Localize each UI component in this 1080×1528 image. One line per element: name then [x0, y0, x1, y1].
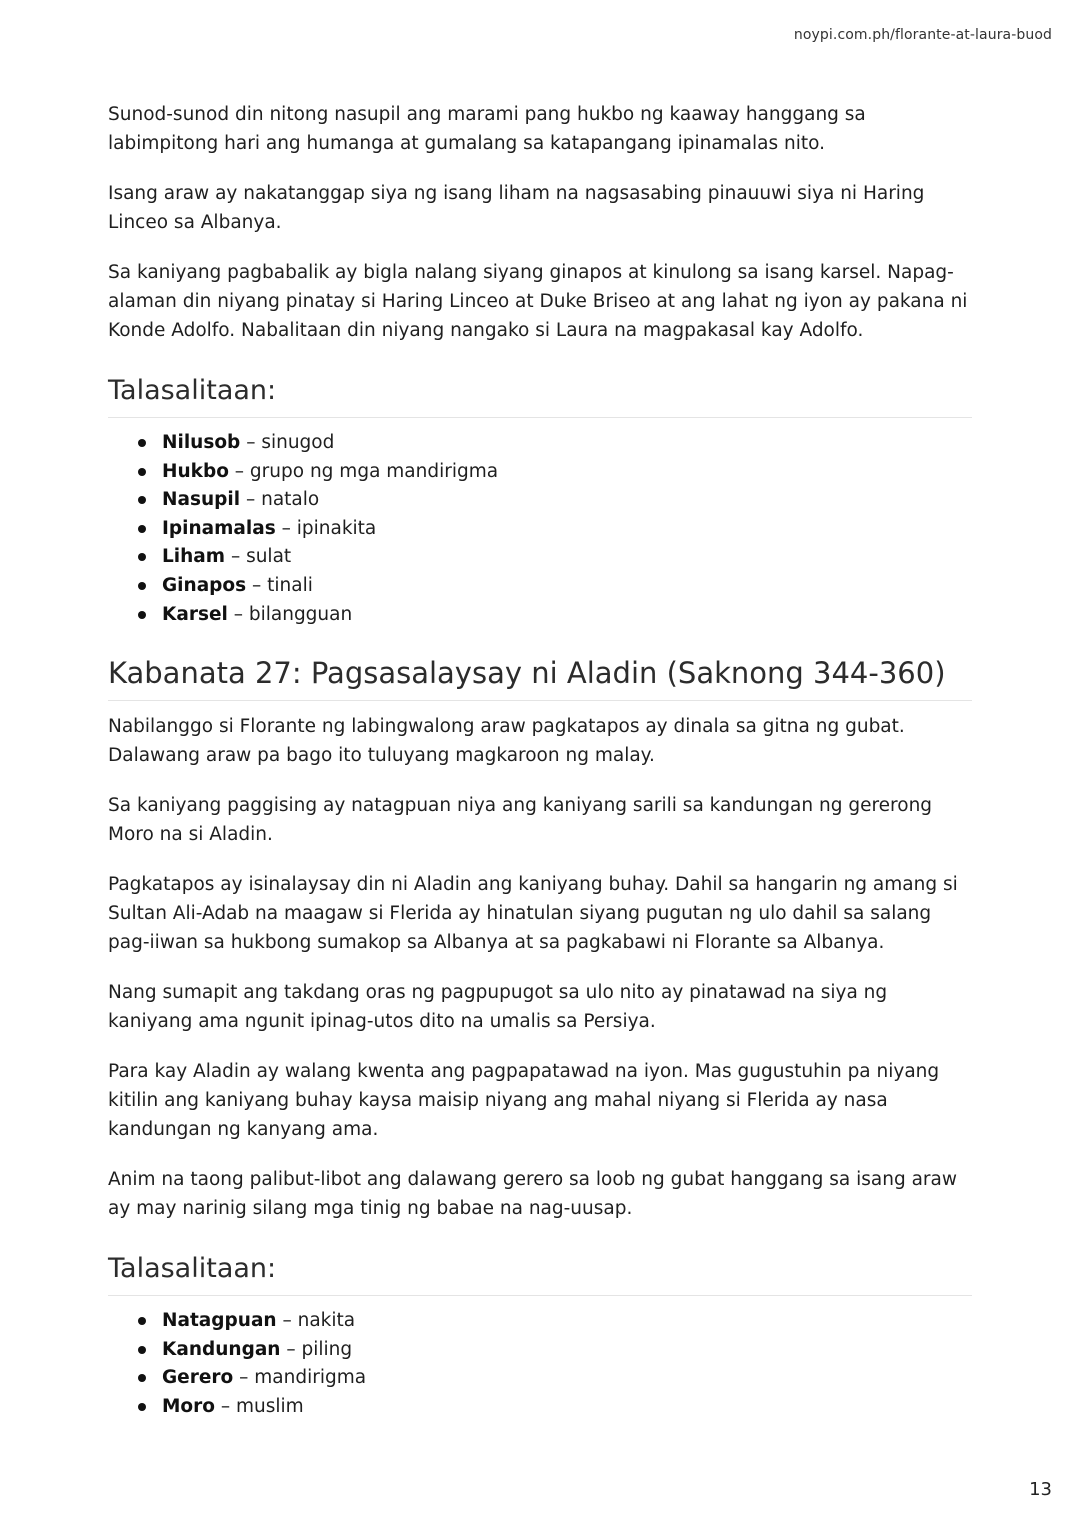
bullet-icon — [138, 496, 146, 504]
list-item — [136, 543, 972, 572]
bullet-icon — [138, 1346, 146, 1354]
glossary-heading: Talasalitaan: — [108, 373, 972, 418]
glossary-meaning: – piling — [280, 1338, 353, 1360]
glossary-term: Moro — [162, 1395, 215, 1417]
glossary-term: Karsel — [162, 603, 228, 625]
bullet-icon — [138, 1374, 146, 1382]
glossary-term: Ipinamalas — [162, 517, 276, 539]
glossary-term: Nilusob — [162, 432, 241, 453]
bullet-icon — [138, 553, 146, 561]
glossary-term: Kandungan — [162, 1338, 281, 1360]
glossary-list — [108, 1307, 972, 1421]
paragraph: Sunod-sunod din nitong nasupil ang marami pang hukbo ng kaaway hanggang sa labimpitong hari ang humanga at gumalang sa katapangang ipinamalas nito. — [108, 104, 866, 154]
glossary-meaning: – ipinakita — [275, 517, 377, 539]
bullet-icon — [138, 1317, 146, 1325]
glossary-meaning: – sulat — [225, 546, 292, 568]
list-item — [136, 1393, 972, 1422]
glossary-term: Gerero — [162, 1367, 234, 1389]
list-item — [136, 1364, 972, 1393]
glossary-meaning: – nakita — [276, 1310, 356, 1332]
glossary-term: Nasupil — [162, 489, 241, 511]
bullet-icon — [138, 468, 146, 476]
document-content — [108, 100, 972, 1422]
paragraph: Para kay Aladin ay walang kwenta ang pagpapatawad na iyon. Mas gugustuhin pa niyang kitilin ang kaniyang buhay kaysa maisip niyang ang mahal niyang si Flerida ay nasa kandungan ng kanyang ama. — [108, 1061, 940, 1141]
glossary-meaning: – sinugod — [240, 432, 335, 453]
list-item — [136, 486, 972, 515]
paragraph: Nang sumapit ang takdang oras ng pagpupugot sa ulo nito ay pinatawad na siya ng kaniyang ama ngunit ipinag-utos dito na umalis sa Persiya. — [108, 982, 888, 1033]
bullet-icon — [138, 525, 146, 533]
paragraph: Pagkatapos ay isinalaysay din ni Aladin ang kaniyang buhay. Dahil sa hangarin ng amang si Sultan Ali-Adab na maagaw si Flerida ay hinatulan siyang pugutan ng ulo dahil sa salang pag-iiwan sa hukbong sumakop sa Albanya at sa pagkabawi ni Florante sa Albanya. — [108, 874, 958, 954]
list-item — [136, 515, 972, 544]
paragraph: Anim na taong palibut-libot ang dalawang gerero sa loob ng gubat hanggang sa isang araw ay may narinig silang mga tinig ng babae na nag-uusap. — [108, 1169, 957, 1220]
list-item — [136, 458, 972, 487]
bullet-icon — [138, 611, 146, 619]
glossary-meaning: – bilangguan — [227, 603, 353, 625]
page-url: noypi.com.ph/florante-at-laura-buod — [793, 27, 1052, 43]
list-item — [136, 572, 972, 601]
glossary-meaning: – muslim — [214, 1395, 304, 1417]
glossary-term: Hukbo — [162, 460, 229, 482]
glossary-meaning: – grupo ng mga mandirigma — [228, 460, 499, 482]
glossary-list — [108, 429, 972, 629]
list-item — [136, 1307, 972, 1336]
paragraph: Sa kaniyang paggising ay natagpuan niya ang kaniyang sarili sa kandungan ng gererong Moro na si Aladin. — [108, 795, 933, 846]
list-item — [136, 1336, 972, 1365]
bullet-icon — [138, 1403, 146, 1411]
bullet-icon — [138, 439, 146, 447]
paragraph: Sa kaniyang pagbabalik ay bigla nalang siyang ginapos at kinulong sa isang karsel. Napag-alaman din niyang pinatay si Haring Linceo at Duke Briseo at ang lahat ng iyon ay pakana ni Konde Adolfo. Nabalitaan din niyang nangako si Laura na magpakasal kay Adolfo. — [108, 262, 968, 341]
glossary-heading: Talasalitaan: — [108, 1251, 972, 1296]
glossary-meaning: – mandirigma — [233, 1367, 367, 1389]
paragraph: Isang araw ay nakatanggap siya ng isang liham na nagsasabing pinauuwi siya ni Haring Linceo sa Albanya. — [108, 183, 925, 233]
glossary-term: Ginapos — [162, 574, 247, 596]
glossary-meaning: – tinali — [246, 574, 313, 596]
bullet-icon — [138, 582, 146, 590]
glossary-term: Liham — [162, 546, 226, 568]
list-item — [136, 429, 972, 458]
glossary-meaning: – natalo — [240, 489, 320, 511]
glossary-term: Natagpuan — [162, 1310, 277, 1332]
section-1-body — [108, 100, 972, 345]
chapter-heading: Kabanata 27: Pagsasalaysay ni Aladin (Saknong 344-360) — [108, 654, 972, 701]
list-item — [136, 601, 972, 630]
paragraph: Nabilanggo si Florante ng labingwalong araw pagkatapos ay dinala sa gitna ng gubat. Dalawang araw pa bago ito tuluyang magkaroon ng malay. — [108, 716, 905, 767]
section-2-body — [108, 712, 972, 1223]
page-number: 13 — [1029, 1479, 1052, 1500]
